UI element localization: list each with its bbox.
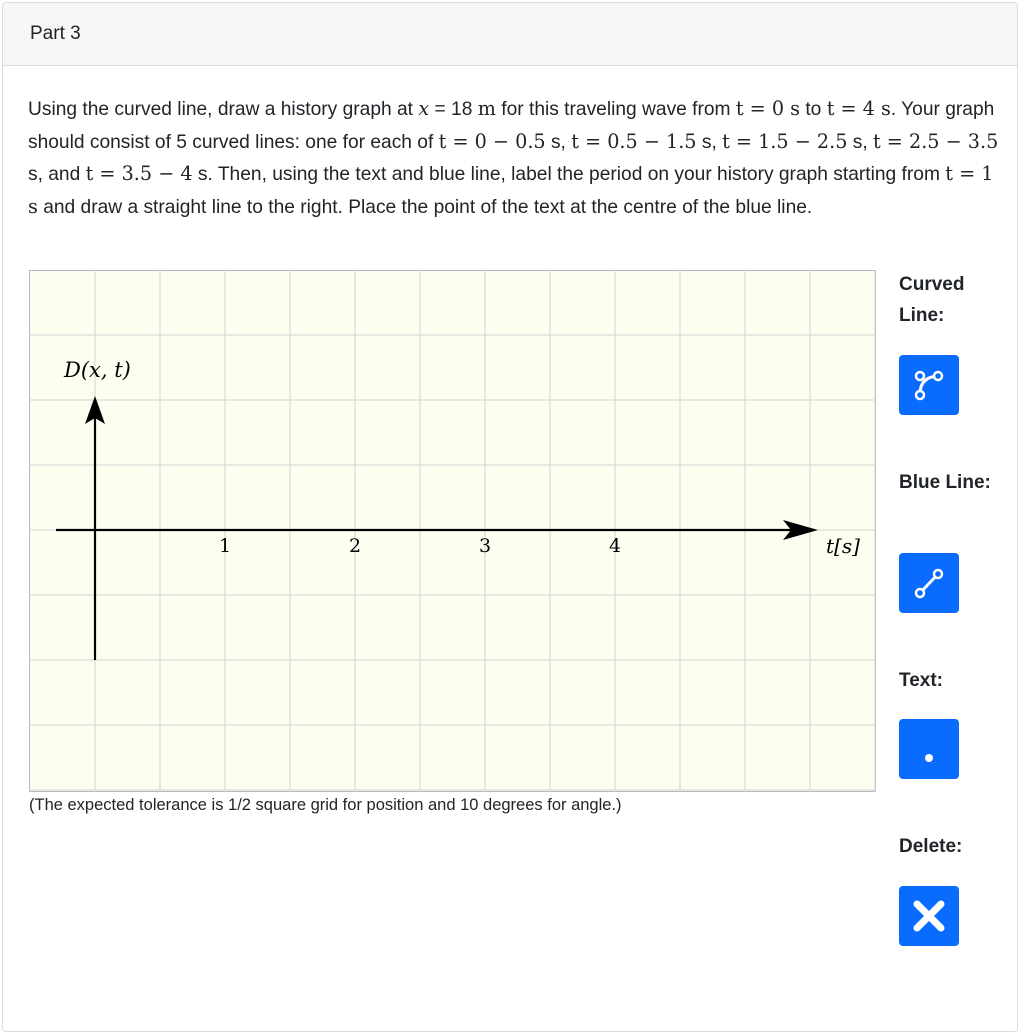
close-icon bbox=[909, 896, 949, 936]
graph-svg[interactable] bbox=[29, 270, 876, 792]
question-text bbox=[28, 93, 1003, 223]
math-range-2: t = 0.5 − 1.5 bbox=[571, 129, 697, 153]
drawing-canvas[interactable] bbox=[29, 270, 876, 792]
math-range-5: t = 3.5 − 4 bbox=[85, 162, 193, 185]
point-icon bbox=[909, 729, 949, 769]
tick-label-3: 3 bbox=[478, 535, 492, 557]
question-segment: and draw a straight line to the right. Place the point of the text at the centre of the blue line. bbox=[37, 196, 813, 218]
curved-line-label: Curved Line: bbox=[899, 274, 965, 326]
math-t-one: t = 1 s bbox=[28, 162, 994, 218]
tick-label-1: 1 bbox=[218, 535, 232, 557]
x-axis-label: t[s] bbox=[826, 534, 860, 558]
text-label: Text: bbox=[899, 670, 943, 691]
blue-line-button[interactable] bbox=[899, 553, 959, 613]
curved-line-button[interactable] bbox=[899, 355, 959, 415]
question-segment: = 18 bbox=[429, 99, 478, 120]
math-unit-m: m bbox=[477, 97, 496, 120]
question-segment: . Your graph should consist of 5 curved lines: one for each of bbox=[28, 99, 995, 153]
question-segment: s, and bbox=[28, 164, 86, 185]
question-segment: s, bbox=[847, 131, 873, 153]
y-axis-label: D(x, t) bbox=[64, 358, 131, 382]
tick-label-4: 4 bbox=[608, 535, 622, 557]
math-t-end: t = 4 s bbox=[826, 97, 891, 120]
tick-label-2: 2 bbox=[348, 535, 362, 557]
question-segment: s. Then, using the text and blue line, label the period on your history graph starting from bbox=[192, 164, 946, 185]
math-x: x bbox=[418, 97, 430, 120]
straight-line-icon bbox=[909, 563, 949, 603]
math-range-1: t = 0 − 0.5 bbox=[438, 129, 546, 153]
delete-label: Delete: bbox=[899, 836, 963, 857]
math-range-4: t = 2.5 − 3.5 bbox=[873, 129, 999, 153]
card-header bbox=[3, 3, 1017, 66]
question-segment: s, bbox=[696, 131, 723, 153]
question-segment: s, bbox=[545, 131, 572, 153]
part-title: Part 3 bbox=[30, 23, 81, 44]
delete-button[interactable] bbox=[899, 886, 959, 946]
math-range-3: t = 1.5 − 2.5 bbox=[722, 129, 848, 153]
math-t-start: t = 0 s bbox=[735, 97, 801, 120]
text-button[interactable] bbox=[899, 719, 959, 779]
tolerance-note: (The expected tolerance is 1/2 square grid for position and 10 degrees for angle.) bbox=[29, 796, 622, 814]
question-segment: Using the curved line, draw a history graph at bbox=[28, 99, 419, 120]
question-segment: to bbox=[800, 99, 827, 120]
curved-line-icon bbox=[909, 365, 949, 405]
question-segment: for this traveling wave from bbox=[495, 99, 736, 120]
blue-line-label: Blue Line: bbox=[899, 472, 991, 493]
